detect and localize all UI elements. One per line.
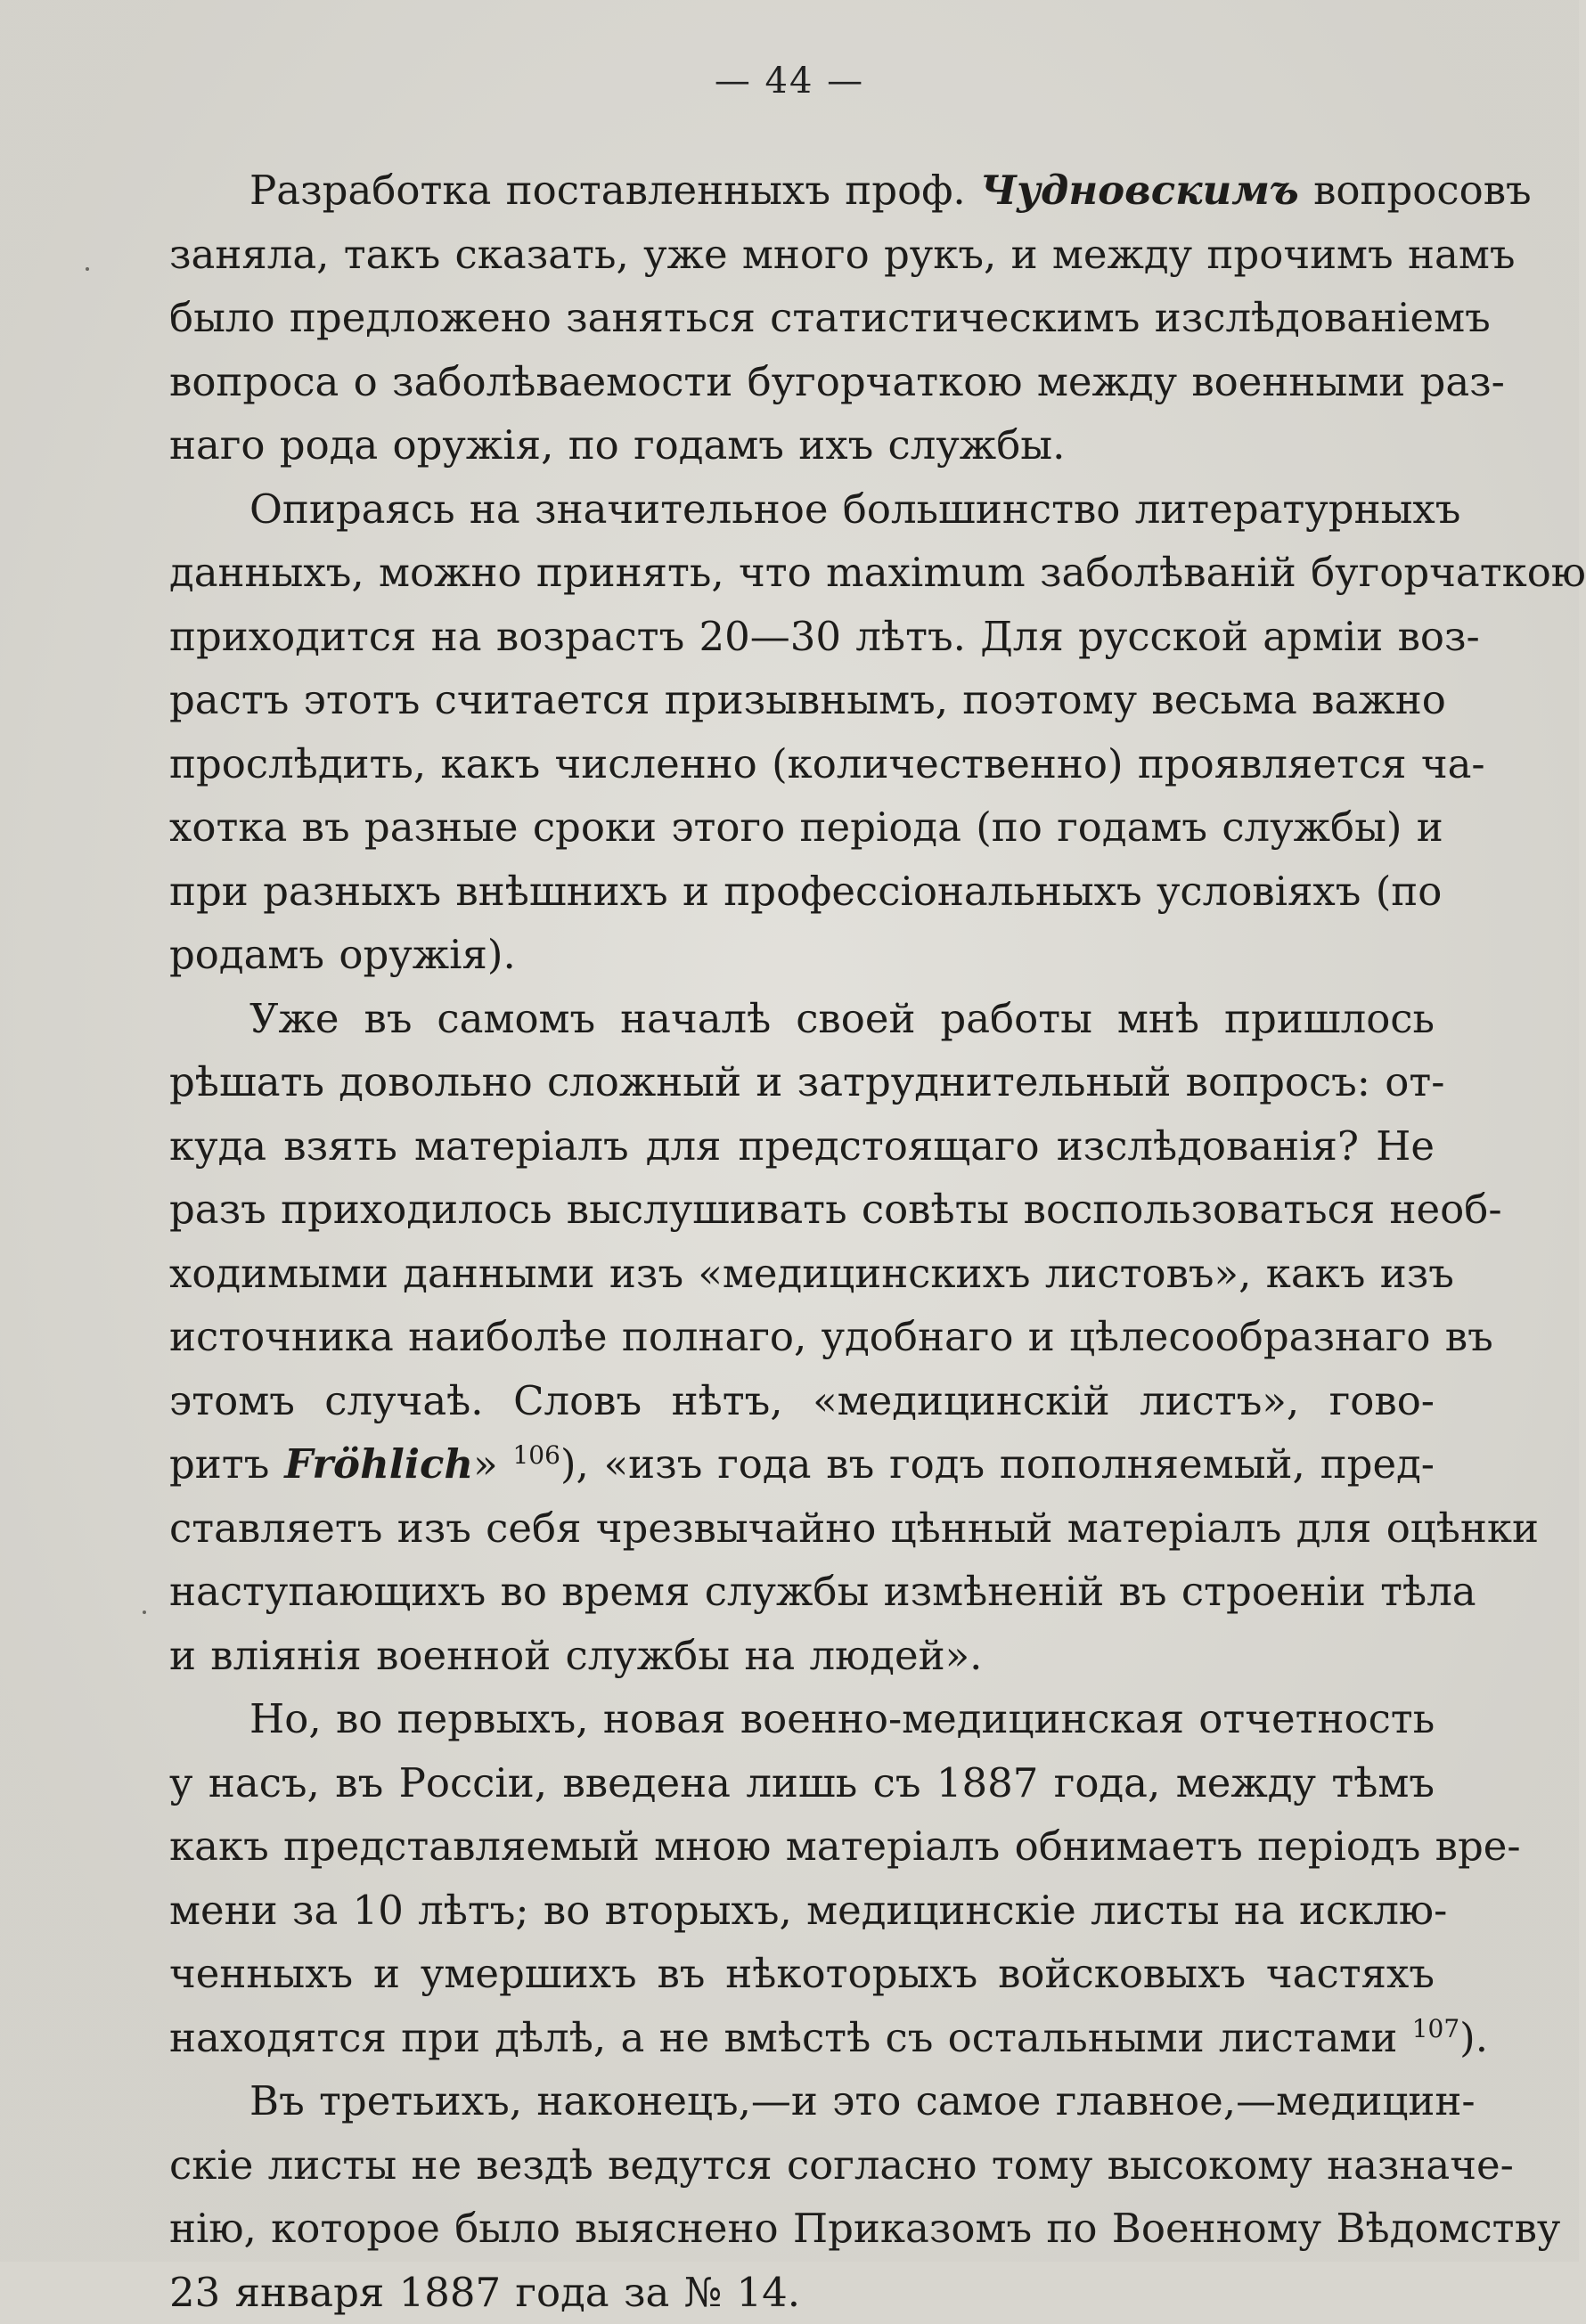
text-run: растъ этотъ считается призывнымъ, поэтому весьма важно xyxy=(169,676,1446,723)
text-line xyxy=(169,1751,1435,1815)
text-run: находятся при дѣлѣ, а не вмѣстѣ съ остальными листами xyxy=(169,2014,1412,2061)
text-line xyxy=(169,1879,1435,1943)
text-line xyxy=(169,987,1435,1051)
text-line xyxy=(169,1178,1435,1242)
text-line xyxy=(169,795,1435,860)
text-line xyxy=(169,1432,1435,1496)
text-line xyxy=(169,732,1435,796)
paragraph xyxy=(169,987,1435,1688)
text-run: данныхъ, можно принять, что maximum заболѣваній бугорчаткою xyxy=(169,549,1586,596)
text-line xyxy=(169,541,1435,605)
text-run: какъ представляемый мною матеріалъ обнимаетъ періодъ вре- xyxy=(169,1823,1521,1870)
text-run: ритъ xyxy=(169,1440,284,1488)
text-line xyxy=(169,2133,1435,2198)
text-line xyxy=(169,286,1435,350)
text-line xyxy=(169,1050,1435,1114)
paper-speck xyxy=(143,1610,146,1614)
text-line xyxy=(169,223,1435,287)
text-run: мени за 10 лѣтъ; во вторыхъ, медицинскіе листы на исклю- xyxy=(169,1887,1447,1934)
paragraph xyxy=(169,477,1435,987)
italic-name: Fröhlich xyxy=(284,1440,473,1488)
text-run: 23 января 1887 года за № 14. xyxy=(169,2269,800,2316)
text-line xyxy=(169,1687,1435,1751)
text-run: ставляетъ изъ себя чрезвычайно цѣнный матеріалъ для оцѣнки xyxy=(169,1504,1539,1552)
text-line xyxy=(169,1814,1435,1879)
text-run: нію, которое было выяснено Приказомъ по Военному Вѣдомству xyxy=(169,2205,1560,2252)
text-line xyxy=(169,1942,1435,2006)
text-line xyxy=(169,413,1435,477)
text-line xyxy=(169,2261,1435,2324)
page-number: — 44 — xyxy=(0,61,1579,102)
text-run: наступающихъ во время службы измѣненій въ строеніи тѣла xyxy=(169,1568,1476,1615)
text-line xyxy=(169,1624,1435,1688)
text-line xyxy=(169,2006,1435,2070)
text-run: Уже въ самомъ началѣ своей работы мнѣ пришлось xyxy=(249,995,1435,1042)
text-line xyxy=(169,1560,1435,1624)
text-line xyxy=(169,1305,1435,1369)
text-line xyxy=(169,923,1435,987)
paper-speck xyxy=(86,267,89,271)
text-run: приходится на возрастъ 20—30 лѣтъ. Для русской арміи воз- xyxy=(169,613,1480,660)
text-run: ходимыми данными изъ «медицинскихъ листовъ», какъ изъ xyxy=(169,1250,1454,1297)
footnote-ref: 107 xyxy=(1412,2014,1459,2043)
text-run: заняла, такъ сказать, уже много рукъ, и между прочимъ намъ xyxy=(169,231,1515,278)
text-run: вопросовъ xyxy=(1299,167,1532,214)
text-line xyxy=(169,605,1435,669)
text-run: Но, во первыхъ, новая военно-медицинская отчетность xyxy=(249,1695,1435,1742)
text-line xyxy=(169,1496,1435,1561)
text-run: источника наиболѣе полнаго, удобнаго и цѣлесообразнаго въ xyxy=(169,1313,1493,1360)
text-run: » xyxy=(473,1440,512,1488)
text-run: было предложено заняться статистическимъ изслѣдованіемъ xyxy=(169,294,1491,341)
text-run: разъ приходилось выслушивать совѣты воспользоваться необ- xyxy=(169,1186,1502,1233)
text-line xyxy=(169,2069,1435,2133)
text-line xyxy=(169,1242,1435,1306)
paragraph xyxy=(169,159,1435,477)
text-line xyxy=(169,159,1435,223)
text-run: Разработка поставленныхъ проф. xyxy=(249,167,980,214)
text-run: ), «изъ года въ годъ пополняемый, пред- xyxy=(560,1440,1435,1488)
body-text xyxy=(169,159,1435,2324)
text-line xyxy=(169,668,1435,732)
text-run: скіе листы не вездѣ ведутся согласно тому высокому назначе- xyxy=(169,2141,1514,2189)
text-run: и вліянія военной службы на людей». xyxy=(169,1632,982,1679)
text-run: наго рода оружія, по годамъ ихъ службы. xyxy=(169,421,1065,469)
text-line xyxy=(169,2197,1435,2261)
italic-name: Чудновскимъ xyxy=(980,167,1299,214)
text-run: прослѣдить, какъ численно (количественно) проявляется ча- xyxy=(169,740,1485,787)
footnote-ref: 106 xyxy=(512,1440,560,1470)
text-run: родамъ оружія). xyxy=(169,931,516,978)
text-line xyxy=(169,477,1435,542)
paragraph xyxy=(169,1687,1435,2069)
text-run: ). xyxy=(1459,2014,1488,2061)
text-run: хотка въ разные сроки этого періода (по годамъ службы) и xyxy=(169,803,1443,851)
text-run: при разныхъ внѣшнихъ и профессіональныхъ условіяхъ (по xyxy=(169,868,1442,915)
text-line xyxy=(169,1114,1435,1178)
text-line xyxy=(169,860,1435,924)
text-run: этомъ случаѣ. Словъ нѣтъ, «медицинскій листъ», гово- xyxy=(169,1377,1435,1424)
text-run: ченныхъ и умершихъ въ нѣкоторыхъ войсковыхъ частяхъ xyxy=(169,1950,1435,1997)
text-run: Въ третьихъ, наконецъ,—и это самое главное,—медицин- xyxy=(249,2077,1476,2124)
text-line xyxy=(169,1369,1435,1433)
text-line xyxy=(169,350,1435,414)
text-run: у насъ, въ Россіи, введена лишь съ 1887 года, между тѣмъ xyxy=(169,1759,1435,1806)
paragraph xyxy=(169,2069,1435,2324)
text-run: Опираясь на значительное большинство литературныхъ xyxy=(249,485,1460,533)
text-run: вопроса о заболѣваемости бугорчаткою между военными раз- xyxy=(169,358,1505,405)
text-run: куда взять матеріалъ для предстоящаго изслѣдованія? Не xyxy=(169,1122,1435,1170)
text-run: рѣшать довольно сложный и затруднительный вопросъ: от- xyxy=(169,1058,1444,1105)
